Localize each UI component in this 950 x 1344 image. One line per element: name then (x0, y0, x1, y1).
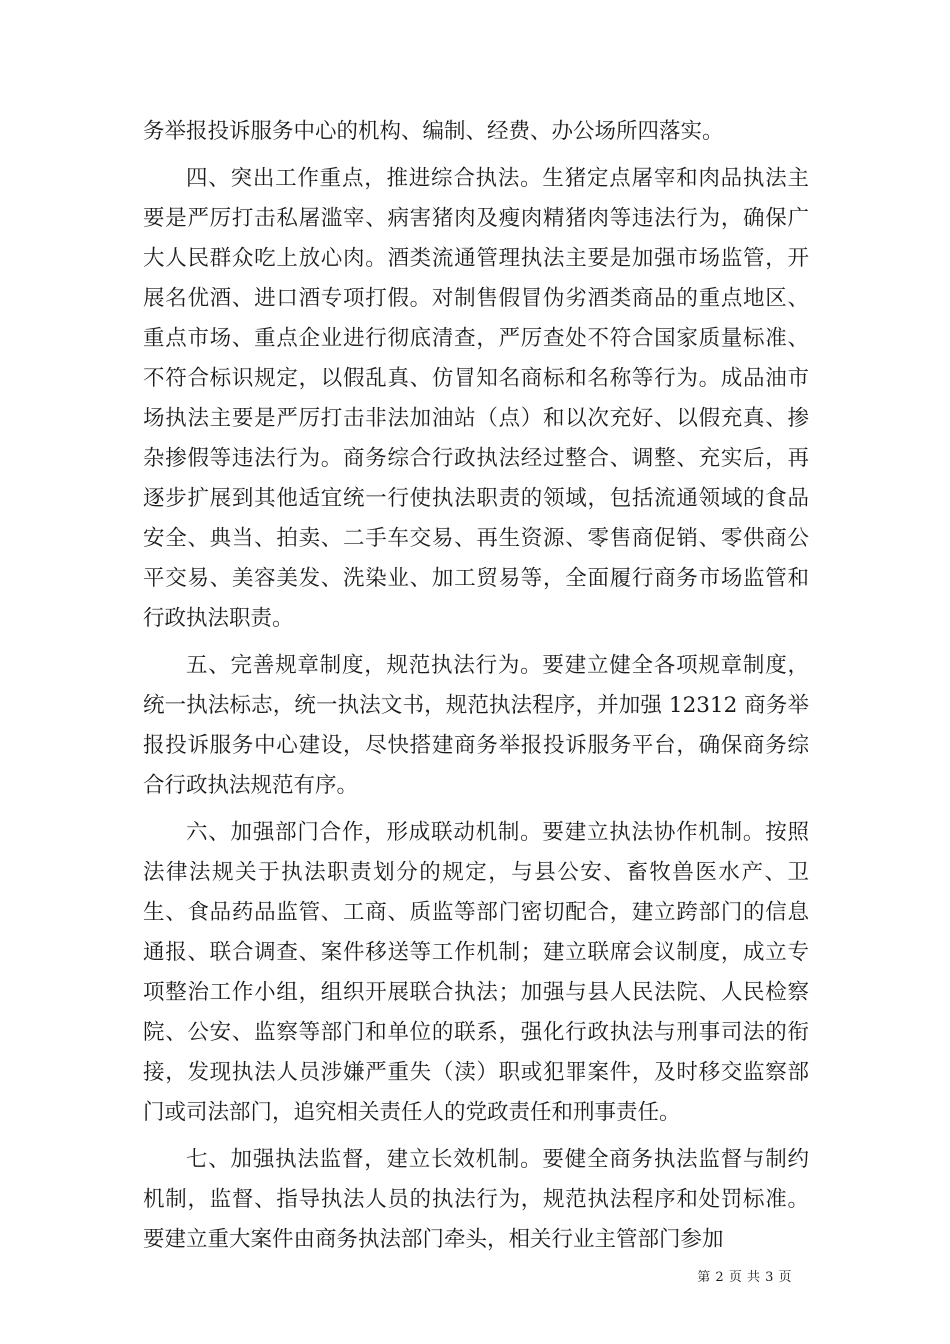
document-body (143, 112, 809, 1267)
paragraph-section-5: 五、完善规章制度，规范执法行为。要建立健全各项规章制度，统一执法标志，统一执法文书，规范执法程序，并加强 12312 商务举报投诉服务中心建设，尽快搭建商务举报投诉服务平台，确保商务综合行政执法规范有序。 (143, 653, 809, 798)
paragraph-section-6: 六、加强部门合作，形成联动机制。要建立执法协作机制。按照法律法规关于执法职责划分的规定，与县公安、畜牧兽医水产、卫生、食品药品监管、工商、质监等部门密切配合，建立跨部门的信息通报、联合调查、案件移送等工作机制；建立联席会议制度，成立专项整治工作小组，组织开展联合执法；加强与县人民法院、人民检察院、公安、监察等部门和单位的联系，强化行政执法与刑事司法的衔接，发现执法人员涉嫌严重失（渎）职或犯罪案件，及时移交监察部门或司法部门，追究相关责任人的党政责任和刑事责任。 (143, 820, 809, 1125)
page-number-footer: 第 2 页 共 3 页 (697, 1270, 792, 1285)
paragraph-continued: 务举报投诉服务中心的机构、编制、经费、办公场所四落实。 (143, 119, 724, 144)
paragraph-section-7: 七、加强执法监督，建立长效机制。要健全商务执法监督与制约机制，监督、指导执法人员的执法行为，规范执法程序和处罚标准。要建立重大案件由商务执法部门牵头，相关行业主管部门参加 (143, 1147, 809, 1252)
paragraph-section-4: 四、突出工作重点，推进综合执法。生猪定点屠宰和肉品执法主要是严厉打击私屠滥宰、病害猪肉及瘦肉精猪肉等违法行为，确保广大人民群众吃上放心肉。酒类流通管理执法主要是加强市场监管，开展名优酒、进口酒专项打假。对制售假冒伪劣酒类商品的重点地区、重点市场、重点企业进行彻底清查，严厉查处不符合国家质量标准、不符合标识规定，以假乱真、仿冒知名商标和名称等行为。成品油市场执法主要是严厉打击非法加油站（点）和以次充好、以假充真、掺杂掺假等违法行为。商务综合行政执法经过整合、调整、充实后，再逐步扩展到其他适宜统一行使执法职责的领域，包括流通领域的食品安全、典当、拍卖、二手车交易、再生资源、零售商促销、零供商公平交易、美容美发、洗染业、加工贸易等，全面履行商务市场监管和行政执法职责。 (143, 166, 809, 631)
